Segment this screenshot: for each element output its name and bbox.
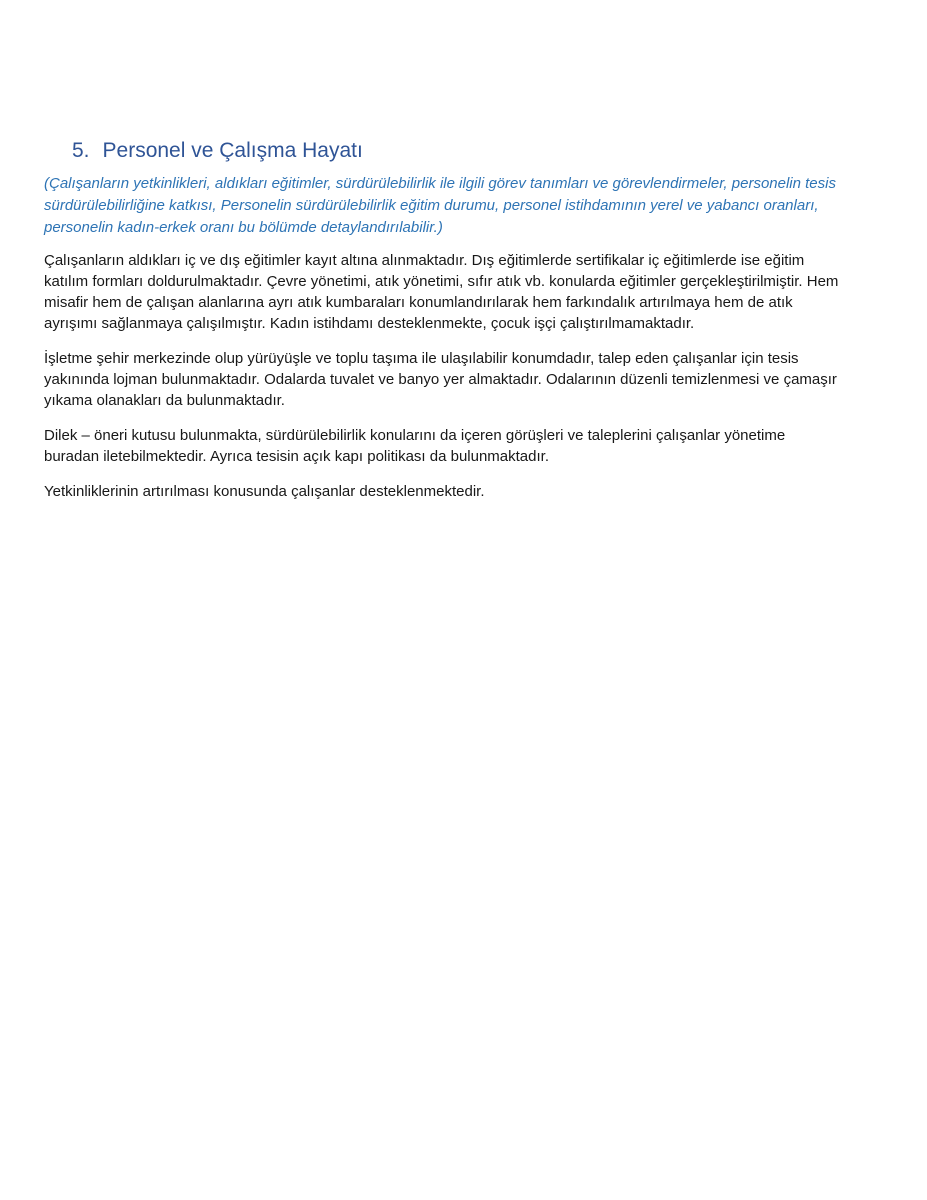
paragraph-location-and-lodging: İşletme şehir merkezinde olup yürüyüşle ve toplu taşıma ile ulaşılabilir konumdadır, talep eden çalışanlar için tesis yakınında lojman bulunmaktadır. Odalarda tuvalet ve banyo yer almaktadır. Odalarının düzenli temizlenmesi ve çamaşır yıkama olanakları da bulunmaktadır. <box>44 350 837 409</box>
document-content <box>0 0 884 502</box>
section-heading <box>44 138 841 164</box>
paragraph-trainings-and-waste: Çalışanların aldıkları iç ve dış eğitimler kayıt altına alınmaktadır. Dış eğitimlerde sertifikalar iç eğitimlerde ise eğitim katılım formları doldurulmaktadır. Çevre yönetimi, atık yönetimi, sıfır atık vb. konularda eğitimler gerçekleştirilmiştir. Hem misafir hem de çalışan alanlarına ayrı atık kumbaraları konumlandırılarak hem farkındalık artırılmaya hem de atık ayrışımı sağlanmaya çalışılmıştır. Kadın istihdamı desteklenmekte, çocuk işçi çalıştırılmamaktadır. <box>44 252 839 332</box>
paragraph-suggestion-box: Dilek – öneri kutusu bulunmakta, sürdürülebilirlik konularını da içeren görüşleri ve taleplerini çalışanlar yönetime buradan iletebilmektedir. Ayrıca tesisin açık kapı politikası da bulunmaktadır. <box>44 427 786 465</box>
section-heading-title: Personel ve Çalışma Hayatı <box>102 139 363 162</box>
section-intro-note: (Çalışanların yetkinlikleri, aldıkları eğitimler, sürdürülebilirlik ile ilgili görev tanımları ve görevlendirmeler, personelin tesis sürdürülebilirliğine katkısı, Personelin sürdürülebilirlik eğitim durumu, personel istihdamının yerel ve yabancı oranları, personelin kadın-erkek oranı bu bölümde detaylandırılabilir.) <box>44 175 836 236</box>
section-heading-number: 5. <box>72 139 90 162</box>
paragraph-competency-support: Yetkinliklerinin artırılması konusunda çalışanlar desteklenmektedir. <box>44 483 485 500</box>
